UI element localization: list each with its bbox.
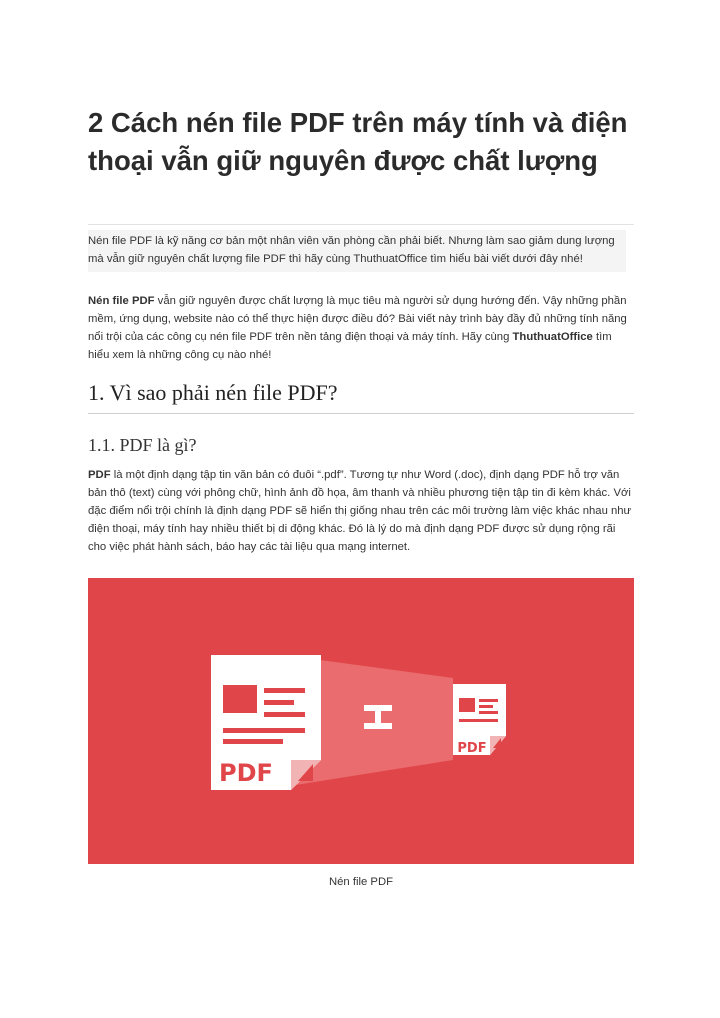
brand-name: ThuthuatOffice (512, 331, 593, 343)
pdf-definition-text: là một định dạng tập tin văn bản có đuôi “.pdf”. Tương tự như Word (.doc), định dạng PDF hỗ trợ văn bản thô (text) cùng với phông chữ, hình ảnh đồ họa, âm thanh và nhiều phương tiện tập tin đi kèm khác. Với đặc điểm nổi trội chính là định dạng PDF sẽ hiển thị giống nhau trên các môi trường làm việc khác nhau như điện thoại, máy tính hay nhiều thiết bị di động khác. Đó là lý do mà định dạng PDF được sử dụng rộng rãi cho việc phát hành sách, báo hay các tài liệu qua mạng internet. (88, 469, 632, 553)
intro-box (88, 230, 626, 272)
bold-lead: Nén file PDF (88, 295, 155, 307)
pdf-definition-paragraph (88, 466, 634, 556)
page-title: 2 Cách nén file PDF trên máy tính và điện thoại vẫn giữ nguyên được chất lượng (88, 107, 628, 176)
subsection-heading: 1.1. PDF là gì? (88, 435, 197, 455)
compress-pdf-illustration (88, 578, 634, 864)
figure-caption: Nén file PDF (328, 876, 394, 888)
pdf-bold-term: PDF (88, 469, 111, 481)
intro-paragraph (88, 292, 634, 364)
section-divider (88, 413, 634, 414)
intro-text: Nén file PDF là kỹ năng cơ bản một nhân viên văn phòng cần phải biết. Nhưng làm sao giảm dung lượng mà vẫn giữ nguyên chất lượng file PDF thì hãy cùng ThuthuatOffice tìm hiểu bài viết dưới đây nhé! (88, 235, 615, 265)
large-pdf-label: PDF (219, 759, 273, 787)
paragraph-text-b: tìm hiểu xem là những công cụ nào nhé! (88, 331, 612, 361)
illustration-svg (88, 578, 634, 864)
title-divider (88, 224, 634, 225)
paragraph-text-a: vẫn giữ nguyên được chất lượng là mục tiêu mà người sử dụng hướng đến. Vậy những phần mềm, ứng dụng, website nào có thể thực hiện được điều đó? Bài viết này trình bày đầy đủ những tính năng nổi trội của các công cụ nén file PDF trên nền tảng điện thoại và máy tính. Hãy cùng (88, 295, 627, 343)
small-pdf-label: PDF (457, 741, 487, 756)
section-heading: 1. Vì sao phải nén file PDF? (88, 380, 338, 405)
